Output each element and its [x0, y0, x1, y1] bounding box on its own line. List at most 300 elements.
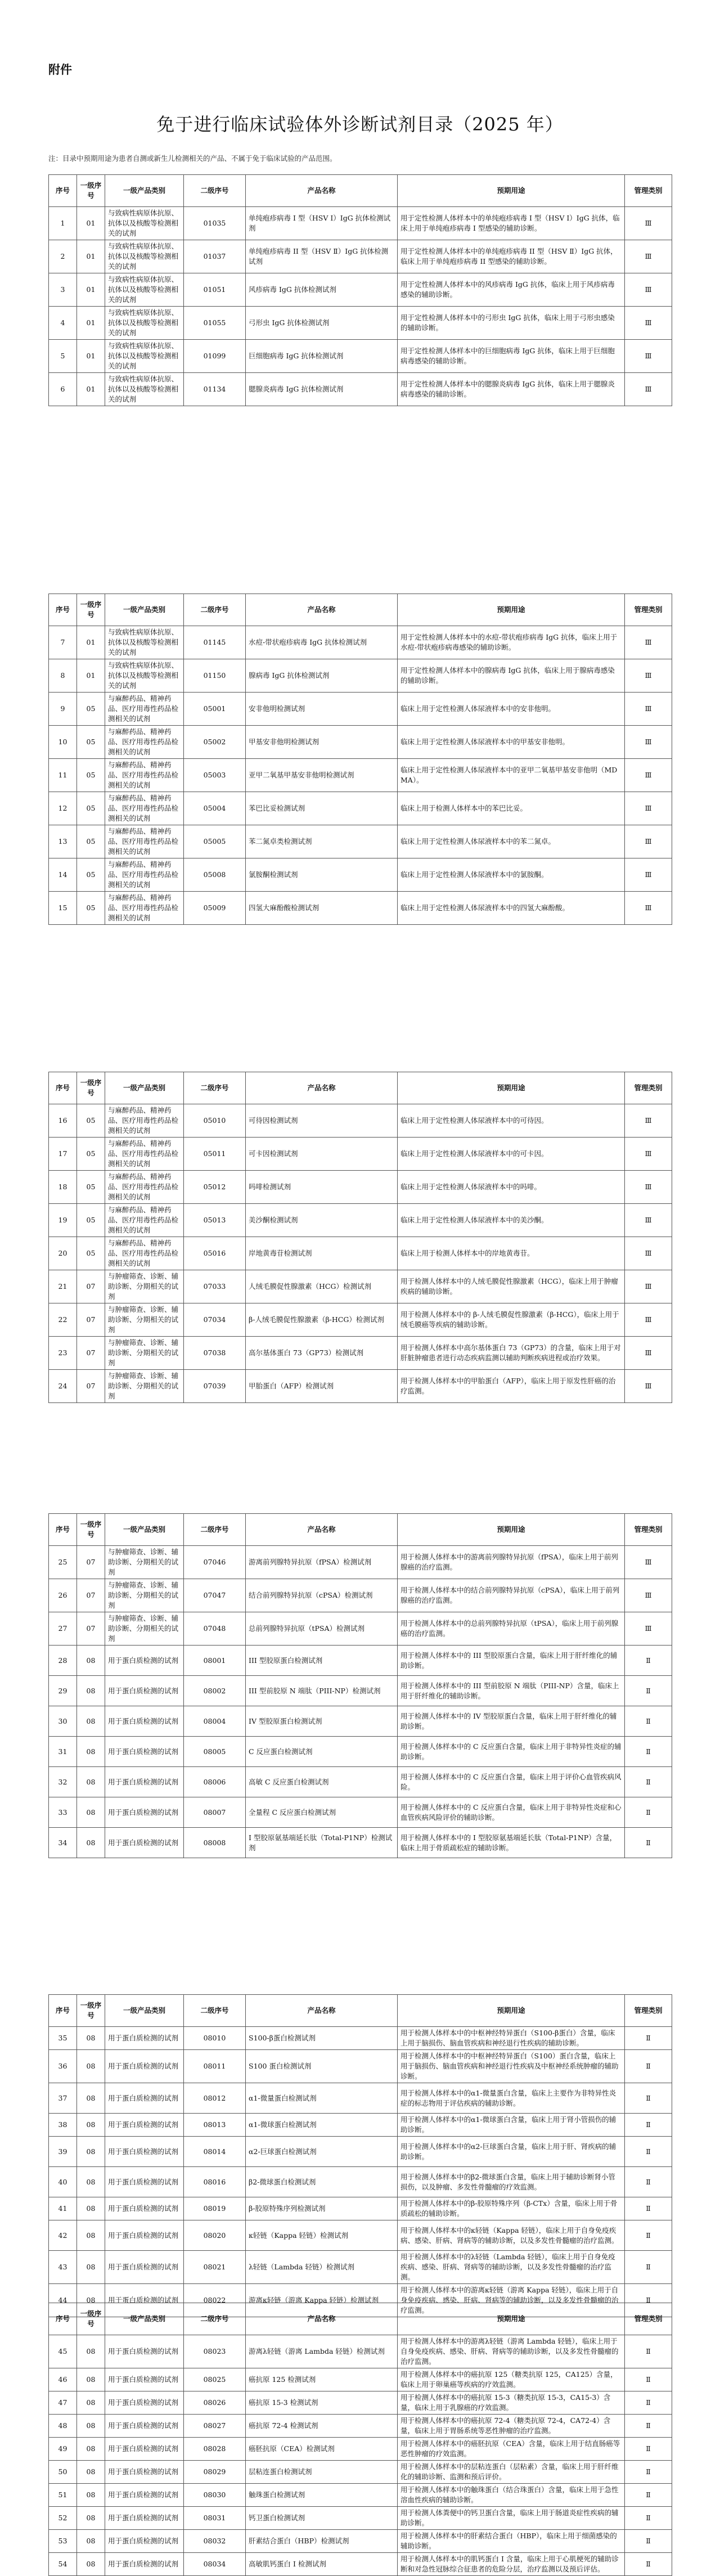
- cell-level1-seq: 08: [77, 1706, 105, 1737]
- column-header-class: 管理类别: [625, 2303, 672, 2335]
- cell-level1-category: 与麻醉药品、精神药品、医疗用毒性药品检测相关的试剂: [105, 1237, 184, 1270]
- cell-level1-seq: 08: [77, 1828, 105, 1858]
- table-header-row: [49, 1072, 672, 1104]
- table-row: [49, 858, 672, 892]
- cell-class: Ⅱ: [625, 2083, 672, 2114]
- cell-product-name: 水痘-带状疱疹病毒 IgG 抗体检测试剂: [246, 626, 398, 659]
- table-row: [49, 1646, 672, 1676]
- cell-level1-category: 与麻醉药品、精神药品、医疗用毒性药品检测相关的试剂: [105, 759, 184, 792]
- cell-seq: 54: [49, 2553, 77, 2576]
- cell-seq: 16: [49, 1104, 77, 1138]
- cell-class: Ⅱ: [625, 1797, 672, 1828]
- cell-level2-seq: 08030: [184, 2484, 246, 2507]
- cell-level1-category: 与肿瘤筛查、诊断、辅助诊断、分期相关的试剂: [105, 1546, 184, 1579]
- table-row: [49, 2415, 672, 2438]
- cell-product-name: 苯巴比妥检测试剂: [246, 792, 398, 825]
- cell-product-name: 人绒毛膜促性腺激素（HCG）检测试剂: [246, 1270, 398, 1303]
- cell-seq: 31: [49, 1737, 77, 1767]
- cell-seq: 11: [49, 759, 77, 792]
- cell-seq: 10: [49, 726, 77, 759]
- table-row: [49, 1138, 672, 1171]
- cell-intended-use: 用于检测人体样本中的游离前列腺特异抗原（fPSA），临床上用于前列腺癌的治疗监测。: [398, 1546, 625, 1579]
- cell-seq: 52: [49, 2507, 77, 2530]
- column-header-level1-category: 一级产品类别: [105, 1072, 184, 1104]
- cell-level1-seq: 08: [77, 2484, 105, 2507]
- cell-level2-seq: 01134: [184, 373, 246, 406]
- cell-level2-seq: 08005: [184, 1737, 246, 1767]
- cell-seq: 24: [49, 1370, 77, 1403]
- cell-class: Ⅲ: [625, 1204, 672, 1237]
- cell-level1-seq: 08: [77, 2197, 105, 2220]
- cell-level1-seq: 07: [77, 1612, 105, 1646]
- cell-level1-category: 与麻醉药品、精神药品、医疗用毒性药品检测相关的试剂: [105, 792, 184, 825]
- cell-level2-seq: 07047: [184, 1579, 246, 1612]
- cell-class: Ⅲ: [625, 1138, 672, 1171]
- cell-seq: 33: [49, 1797, 77, 1828]
- cell-level2-seq: 05001: [184, 693, 246, 726]
- cell-seq: 3: [49, 273, 77, 307]
- column-header-seq: 序号: [49, 175, 77, 207]
- cell-product-name: 氯胺酮检测试剂: [246, 858, 398, 892]
- cell-class: Ⅱ: [625, 2251, 672, 2284]
- table-row: [49, 373, 672, 406]
- cell-product-name: 风疹病毒 IgG 抗体检测试剂: [246, 273, 398, 307]
- table-row: [49, 1612, 672, 1646]
- column-header-class: 管理类别: [625, 1072, 672, 1104]
- cell-product-name: C 反应蛋白检测试剂: [246, 1737, 398, 1767]
- cell-level2-seq: 08006: [184, 1767, 246, 1797]
- column-header-level1-category: 一级产品类别: [105, 2303, 184, 2335]
- cell-level1-category: 与致病性病原体抗原、抗体以及核酸等检测相关的试剂: [105, 273, 184, 307]
- cell-intended-use: 临床上用于定性检测人体尿液样本中的氯胺酮。: [398, 858, 625, 892]
- cell-level1-category: 用于蛋白质检测的试剂: [105, 2484, 184, 2507]
- cell-intended-use: 用于检测人体样本中的α1-微量蛋白含量，临床上主要作为非特异性炎症的标志物用于评估疾病的辅助诊断。: [398, 2083, 625, 2114]
- column-header-level2-seq: 二级序号: [184, 175, 246, 207]
- cell-seq: 36: [49, 2050, 77, 2083]
- cell-level2-seq: 01145: [184, 626, 246, 659]
- cell-product-name: III 型胶原蛋白检测试剂: [246, 1646, 398, 1676]
- cell-product-name: β2-微球蛋白检测试剂: [246, 2167, 398, 2197]
- cell-class: Ⅲ: [625, 693, 672, 726]
- cell-product-name: 肝素结合蛋白（HBP）检测试剂: [246, 2530, 398, 2553]
- table-header-row: [49, 1514, 672, 1546]
- cell-level2-seq: 08023: [184, 2335, 246, 2368]
- cell-seq: 51: [49, 2484, 77, 2507]
- cell-level2-seq: 01150: [184, 659, 246, 693]
- cell-level1-category: 与致病性病原体抗原、抗体以及核酸等检测相关的试剂: [105, 307, 184, 340]
- table-header-row: [49, 175, 672, 207]
- catalog-table: [48, 1072, 672, 1403]
- cell-seq: 45: [49, 2335, 77, 2368]
- column-header-intended-use: 预期用途: [398, 175, 625, 207]
- cell-intended-use: 用于定性检测人体样本中的风疹病毒 IgG 抗体，临床上用于风疹病毒感染的辅助诊断。: [398, 273, 625, 307]
- cell-product-name: 甲胎蛋白（AFP）检测试剂: [246, 1370, 398, 1403]
- cell-level1-category: 与麻醉药品、精神药品、医疗用毒性药品检测相关的试剂: [105, 892, 184, 925]
- cell-level1-seq: 05: [77, 892, 105, 925]
- cell-level2-seq: 08007: [184, 1797, 246, 1828]
- cell-level1-category: 用于蛋白质检测的试剂: [105, 2415, 184, 2438]
- cell-intended-use: 用于检测人体样本中的β-胶原特殊序列（β-CTx）含量，临床上用于骨质疏松的辅助诊断。: [398, 2197, 625, 2220]
- cell-intended-use: 用于检测人体样本中的癌胚抗原（CEA）含量，临床上用于结直肠癌等恶性肿瘤的疗效监测。: [398, 2438, 625, 2461]
- table-row: [49, 892, 672, 925]
- cell-class: Ⅲ: [625, 1303, 672, 1337]
- cell-level1-seq: 08: [77, 2553, 105, 2576]
- cell-seq: 14: [49, 858, 77, 892]
- cell-product-name: 可卡因检测试剂: [246, 1138, 398, 1171]
- cell-level1-seq: 07: [77, 1337, 105, 1370]
- table-row: [49, 825, 672, 858]
- cell-level1-seq: 01: [77, 373, 105, 406]
- cell-intended-use: 用于检测人体样本中的游离κ轻链（游离 Kappa 轻链），临床上用于自身免疫疾病、感染、肝病、肾病等的辅助诊断，以及多发性骨髓瘤的治疗监测。: [398, 2284, 625, 2317]
- table-row: [49, 1767, 672, 1797]
- cell-level1-category: 与肿瘤筛查、诊断、辅助诊断、分期相关的试剂: [105, 1337, 184, 1370]
- cell-level1-seq: 05: [77, 726, 105, 759]
- cell-level1-category: 用于蛋白质检测的试剂: [105, 2335, 184, 2368]
- cell-intended-use: 用于检测人体样本中的α2-巨球蛋白含量，临床上用于肝、肾疾病的辅助诊断。: [398, 2137, 625, 2167]
- cell-intended-use: 用于检测人体样本中的层粘连蛋白（层粘素）含量，临床上用于肝纤维化的辅助诊断、监测和预后评价。: [398, 2461, 625, 2484]
- cell-level2-seq: 05005: [184, 825, 246, 858]
- cell-class: Ⅲ: [625, 1337, 672, 1370]
- table-row: [49, 2083, 672, 2114]
- cell-level1-seq: 01: [77, 626, 105, 659]
- table-row: [49, 307, 672, 340]
- table-row: [49, 1546, 672, 1579]
- cell-class: Ⅲ: [625, 1270, 672, 1303]
- cell-product-name: 安非他明检测试剂: [246, 693, 398, 726]
- cell-level2-seq: 08008: [184, 1828, 246, 1858]
- cell-level1-seq: 08: [77, 2050, 105, 2083]
- cell-seq: 2: [49, 240, 77, 273]
- cell-class: Ⅱ: [625, 2050, 672, 2083]
- cell-level2-seq: 08031: [184, 2507, 246, 2530]
- cell-class: Ⅲ: [625, 792, 672, 825]
- cell-level1-seq: 05: [77, 1171, 105, 1204]
- cell-class: Ⅱ: [625, 2484, 672, 2507]
- cell-intended-use: 临床上用于定性检测人体尿液样本中的亚甲二氧基甲基安非他明（MDMA）。: [398, 759, 625, 792]
- cell-product-name: IV 型胶原蛋白检测试剂: [246, 1706, 398, 1737]
- cell-level1-seq: 05: [77, 1204, 105, 1237]
- column-header-level2-seq: 二级序号: [184, 2303, 246, 2335]
- cell-seq: 7: [49, 626, 77, 659]
- cell-class: Ⅱ: [625, 2137, 672, 2167]
- cell-level2-seq: 08014: [184, 2137, 246, 2167]
- column-header-level1-category: 一级产品类别: [105, 594, 184, 626]
- cell-level1-seq: 05: [77, 825, 105, 858]
- column-header-level1-category: 一级产品类别: [105, 1995, 184, 2027]
- cell-product-name: 甲基安非他明检测试剂: [246, 726, 398, 759]
- cell-level1-category: 用于蛋白质检测的试剂: [105, 2114, 184, 2137]
- cell-intended-use: 用于检测人体样本中的β2-微球蛋白含量，临床上用于辅助诊断肾小管损伤，以及肿瘤、多发性骨髓瘤的疗效监测。: [398, 2167, 625, 2197]
- cell-product-name: 触珠蛋白检测试剂: [246, 2484, 398, 2507]
- cell-intended-use: 临床上用于定性检测人体尿液样本中的可卡因。: [398, 1138, 625, 1171]
- table-row: [49, 2251, 672, 2284]
- cell-level1-seq: 08: [77, 1646, 105, 1676]
- cell-product-name: 高敏 C 反应蛋白检测试剂: [246, 1767, 398, 1797]
- table-row: [49, 2335, 672, 2368]
- cell-level1-category: 与麻醉药品、精神药品、医疗用毒性药品检测相关的试剂: [105, 858, 184, 892]
- cell-intended-use: 临床上用于定性检测人体尿液样本中的美沙酮。: [398, 1204, 625, 1237]
- cell-intended-use: 用于检测人体样本中的 III 型胶原蛋白含量，临床上用于肝纤维化的辅助诊断。: [398, 1646, 625, 1676]
- cell-level2-seq: 07034: [184, 1303, 246, 1337]
- cell-intended-use: 用于检测人体样本中的λ轻链（Lambda 轻链），临床上用于自身免疫疾病、感染、肝病、肾病等的辅助诊断，以及多发性骨髓瘤的治疗监测。: [398, 2251, 625, 2284]
- cell-level1-category: 与肿瘤筛查、诊断、辅助诊断、分期相关的试剂: [105, 1270, 184, 1303]
- table-row: [49, 1237, 672, 1270]
- cell-class: Ⅱ: [625, 2461, 672, 2484]
- cell-intended-use: 临床上用于定性检测人体尿液样本中的可待因。: [398, 1104, 625, 1138]
- cell-level1-seq: 08: [77, 2167, 105, 2197]
- table-row: [49, 2197, 672, 2220]
- table-row: [49, 2167, 672, 2197]
- cell-level1-seq: 01: [77, 207, 105, 240]
- cell-level2-seq: 08021: [184, 2251, 246, 2284]
- cell-level1-seq: 05: [77, 792, 105, 825]
- cell-product-name: 亚甲二氧基甲基安非他明检测试剂: [246, 759, 398, 792]
- cell-level1-category: 与麻醉药品、精神药品、医疗用毒性药品检测相关的试剂: [105, 726, 184, 759]
- cell-intended-use: 用于检测人体样本中的κ轻链（Kappa 轻链），临床上用于自身免疫疾病、感染、肝病、肾病等的辅助诊断，以及多发性骨髓瘤的治疗监测。: [398, 2220, 625, 2251]
- cell-class: Ⅲ: [625, 1612, 672, 1646]
- cell-class: Ⅱ: [625, 1706, 672, 1737]
- cell-level1-seq: 08: [77, 2114, 105, 2137]
- cell-intended-use: 用于检测人体样本中的癌抗原 125（糖类抗原 125，CA125）含量，临床上用于卵巢癌等疾病的疗效监测。: [398, 2368, 625, 2391]
- table-row: [49, 2220, 672, 2251]
- cell-intended-use: 临床上用于检测人体样本中的岸地黄毒苷。: [398, 1237, 625, 1270]
- table-row: [49, 659, 672, 693]
- cell-level2-seq: 05011: [184, 1138, 246, 1171]
- cell-intended-use: 临床上用于定性检测人体尿液样本中的吗啡。: [398, 1171, 625, 1204]
- cell-level1-category: 与麻醉药品、精神药品、医疗用毒性药品检测相关的试剂: [105, 693, 184, 726]
- column-header-level1-seq: 一级序号: [77, 1514, 105, 1546]
- cell-intended-use: 用于检测人体样本中的游离λ轻链（游离 Lambda 轻链），临床上用于自身免疫疾病、感染、肝病、肾病等的辅助诊断，以及多发性骨髓瘤的治疗监测。: [398, 2335, 625, 2368]
- table-row: [49, 2438, 672, 2461]
- cell-class: Ⅲ: [625, 726, 672, 759]
- column-header-product-name: 产品名称: [246, 594, 398, 626]
- cell-product-name: α2-巨球蛋白检测试剂: [246, 2137, 398, 2167]
- table-row: [49, 340, 672, 373]
- cell-class: Ⅱ: [625, 2438, 672, 2461]
- cell-level1-category: 用于蛋白质检测的试剂: [105, 1646, 184, 1676]
- cell-level2-seq: 05010: [184, 1104, 246, 1138]
- cell-level2-seq: 05008: [184, 858, 246, 892]
- cell-level2-seq: 08020: [184, 2220, 246, 2251]
- cell-level1-seq: 07: [77, 1546, 105, 1579]
- cell-level1-category: 与麻醉药品、精神药品、医疗用毒性药品检测相关的试剂: [105, 1171, 184, 1204]
- cell-intended-use: 用于检测人体样本中的 C 反应蛋白含量，临床上用于评价心血管疾病风险。: [398, 1767, 625, 1797]
- column-header-intended-use: 预期用途: [398, 1514, 625, 1546]
- cell-level2-seq: 08022: [184, 2284, 246, 2317]
- column-header-class: 管理类别: [625, 1514, 672, 1546]
- table-row: [49, 626, 672, 659]
- cell-intended-use: 用于定性检测人体样本中的巨细胞病毒 IgG 抗体，临床上用于巨细胞病毒感染的辅助诊断。: [398, 340, 625, 373]
- cell-level1-category: 与麻醉药品、精神药品、医疗用毒性药品检测相关的试剂: [105, 1104, 184, 1138]
- cell-class: Ⅲ: [625, 273, 672, 307]
- cell-product-name: 结合前列腺特异抗原（cPSA）检测试剂: [246, 1579, 398, 1612]
- table-row: [49, 1737, 672, 1767]
- table-row: [49, 2530, 672, 2553]
- column-header-level2-seq: 二级序号: [184, 594, 246, 626]
- cell-level1-category: 用于蛋白质检测的试剂: [105, 1767, 184, 1797]
- cell-level2-seq: 08019: [184, 2197, 246, 2220]
- cell-level1-seq: 08: [77, 2415, 105, 2438]
- cell-level1-seq: 08: [77, 2335, 105, 2368]
- cell-level1-seq: 01: [77, 240, 105, 273]
- cell-product-name: 美沙酮检测试剂: [246, 1204, 398, 1237]
- table-row: [49, 2553, 672, 2576]
- cell-seq: 32: [49, 1767, 77, 1797]
- cell-product-name: S100 蛋白检测试剂: [246, 2050, 398, 2083]
- column-header-seq: 序号: [49, 2303, 77, 2335]
- cell-seq: 46: [49, 2368, 77, 2391]
- cell-intended-use: 临床上用于定性检测人体尿液样本中的四氢大麻酚酸。: [398, 892, 625, 925]
- cell-seq: 19: [49, 1204, 77, 1237]
- cell-level2-seq: 05016: [184, 1237, 246, 1270]
- cell-product-name: α1-微球蛋白检测试剂: [246, 2114, 398, 2137]
- column-header-seq: 序号: [49, 594, 77, 626]
- cell-intended-use: 用于检测人体样本中的总前列腺特异抗原（tPSA），临床上用于前列腺癌的治疗监测。: [398, 1612, 625, 1646]
- cell-class: Ⅲ: [625, 340, 672, 373]
- table-row: [49, 2114, 672, 2137]
- table-row: [49, 2391, 672, 2415]
- column-header-level1-category: 一级产品类别: [105, 175, 184, 207]
- cell-intended-use: 用于检测人体样本中的肝素结合蛋白（HBP），临床上用于细菌感染的辅助诊断。: [398, 2530, 625, 2553]
- table-row: [49, 759, 672, 792]
- cell-level1-category: 与肿瘤筛查、诊断、辅助诊断、分期相关的试剂: [105, 1612, 184, 1646]
- cell-level1-category: 与致病性病原体抗原、抗体以及核酸等检测相关的试剂: [105, 340, 184, 373]
- cell-level1-seq: 01: [77, 659, 105, 693]
- cell-level1-category: 用于蛋白质检测的试剂: [105, 1828, 184, 1858]
- column-header-intended-use: 预期用途: [398, 1995, 625, 2027]
- cell-seq: 50: [49, 2461, 77, 2484]
- cell-intended-use: 临床上用于定性检测人体尿液样本中的安非他明。: [398, 693, 625, 726]
- column-header-intended-use: 预期用途: [398, 594, 625, 626]
- column-header-level2-seq: 二级序号: [184, 1995, 246, 2027]
- cell-level1-seq: 07: [77, 1370, 105, 1403]
- cell-level1-category: 用于蛋白质检测的试剂: [105, 1797, 184, 1828]
- cell-level1-seq: 07: [77, 1270, 105, 1303]
- cell-intended-use: 用于检测人体样本中的甲胎蛋白（AFP），临床上用于原发性肝癌的治疗监测。: [398, 1370, 625, 1403]
- cell-level1-category: 用于蛋白质检测的试剂: [105, 2137, 184, 2167]
- cell-class: Ⅲ: [625, 892, 672, 925]
- cell-class: Ⅲ: [625, 858, 672, 892]
- column-header-level2-seq: 二级序号: [184, 1514, 246, 1546]
- table-row: [49, 2507, 672, 2530]
- cell-seq: 40: [49, 2167, 77, 2197]
- cell-product-name: 四氢大麻酚酸检测试剂: [246, 892, 398, 925]
- cell-class: Ⅲ: [625, 207, 672, 240]
- cell-level2-seq: 01035: [184, 207, 246, 240]
- table-row: [49, 792, 672, 825]
- cell-class: Ⅲ: [625, 1237, 672, 1270]
- cell-intended-use: 用于检测人体样本中的 I 型胶原氨基端延长肽（Total-P1NP）含量，临床上用于骨质疏松症的辅助诊断。: [398, 1828, 625, 1858]
- column-header-level1-seq: 一级序号: [77, 175, 105, 207]
- cell-level1-seq: 08: [77, 1676, 105, 1706]
- cell-class: Ⅲ: [625, 1370, 672, 1403]
- table-row: [49, 726, 672, 759]
- cell-level2-seq: 08012: [184, 2083, 246, 2114]
- cell-intended-use: 用于检测人体样本中的 C 反应蛋白含量，临床上用于非特异性炎症和心血管疾病风险评价的辅助诊断。: [398, 1797, 625, 1828]
- cell-class: Ⅱ: [625, 2415, 672, 2438]
- cell-product-name: 游离κ轻链（游离 Kappa 轻链）检测试剂: [246, 2284, 398, 2317]
- column-header-class: 管理类别: [625, 1995, 672, 2027]
- catalog-table: [48, 594, 672, 925]
- cell-level2-seq: 05012: [184, 1171, 246, 1204]
- cell-seq: 43: [49, 2251, 77, 2284]
- cell-class: Ⅱ: [625, 2197, 672, 2220]
- column-header-level1-seq: 一级序号: [77, 594, 105, 626]
- cell-level1-seq: 05: [77, 693, 105, 726]
- cell-level1-seq: 05: [77, 759, 105, 792]
- cell-level1-category: 用于蛋白质检测的试剂: [105, 1676, 184, 1706]
- cell-product-name: 癌抗原 125 检测试剂: [246, 2368, 398, 2391]
- cell-level1-category: 用于蛋白质检测的试剂: [105, 2220, 184, 2251]
- cell-level2-seq: 08032: [184, 2530, 246, 2553]
- cell-intended-use: 临床上用于定性检测人体尿液样本中的甲基安非他明。: [398, 726, 625, 759]
- column-header-product-name: 产品名称: [246, 1072, 398, 1104]
- cell-product-name: 腮腺炎病毒 IgG 抗体检测试剂: [246, 373, 398, 406]
- cell-level1-category: 用于蛋白质检测的试剂: [105, 2507, 184, 2530]
- cell-level1-seq: 05: [77, 1138, 105, 1171]
- cell-seq: 20: [49, 1237, 77, 1270]
- cell-seq: 15: [49, 892, 77, 925]
- table-row: [49, 1676, 672, 1706]
- table-row: [49, 2368, 672, 2391]
- cell-seq: 9: [49, 693, 77, 726]
- cell-intended-use: 用于定性检测人体样本中的水痘-带状疱疹病毒 IgG 抗体，临床上用于水痘-带状疱疹病毒感染的辅助诊断。: [398, 626, 625, 659]
- table-row: [49, 1797, 672, 1828]
- cell-seq: 21: [49, 1270, 77, 1303]
- cell-intended-use: 临床上用于定性检测人体尿液样本中的苯二氮卓。: [398, 825, 625, 858]
- cell-class: Ⅱ: [625, 2167, 672, 2197]
- table-row: [49, 1204, 672, 1237]
- cell-level2-seq: 08027: [184, 2415, 246, 2438]
- cell-product-name: 高尔基体蛋白 73（GP73）检测试剂: [246, 1337, 398, 1370]
- cell-level2-seq: 07039: [184, 1370, 246, 1403]
- cell-level1-category: 与肿瘤筛查、诊断、辅助诊断、分期相关的试剂: [105, 1303, 184, 1337]
- cell-level2-seq: 08034: [184, 2553, 246, 2576]
- column-header-class: 管理类别: [625, 594, 672, 626]
- cell-seq: 29: [49, 1676, 77, 1706]
- cell-class: Ⅱ: [625, 1676, 672, 1706]
- cell-intended-use: 用于检测人体粪便中的钙卫蛋白含量，临床上用于肠道炎症性疾病的辅助诊断。: [398, 2507, 625, 2530]
- cell-level1-category: 用于蛋白质检测的试剂: [105, 2197, 184, 2220]
- cell-product-name: λ轻链（Lambda 轻链）检测试剂: [246, 2251, 398, 2284]
- cell-class: Ⅱ: [625, 2220, 672, 2251]
- cell-product-name: 癌抗原 72-4 检测试剂: [246, 2415, 398, 2438]
- cell-seq: 12: [49, 792, 77, 825]
- cell-level1-seq: 08: [77, 1767, 105, 1797]
- cell-level1-category: 用于蛋白质检测的试剂: [105, 2167, 184, 2197]
- cell-level1-category: 用于蛋白质检测的试剂: [105, 2027, 184, 2050]
- column-header-product-name: 产品名称: [246, 1514, 398, 1546]
- cell-seq: 1: [49, 207, 77, 240]
- cell-seq: 22: [49, 1303, 77, 1337]
- table-row: [49, 2050, 672, 2083]
- table-row: [49, 1171, 672, 1204]
- column-header-level1-seq: 一级序号: [77, 1995, 105, 2027]
- cell-intended-use: 用于检测人体样本中的 β-人绒毛膜促性腺激素（β-HCG），临床上用于绒毛膜癌等疾病的辅助诊断。: [398, 1303, 625, 1337]
- cell-level1-seq: 08: [77, 2438, 105, 2461]
- cell-level1-category: 与麻醉药品、精神药品、医疗用毒性药品检测相关的试剂: [105, 825, 184, 858]
- cell-level2-seq: 08004: [184, 1706, 246, 1737]
- cell-seq: 53: [49, 2530, 77, 2553]
- catalog-table: [48, 2303, 672, 2576]
- cell-seq: 27: [49, 1612, 77, 1646]
- cell-class: Ⅱ: [625, 2553, 672, 2576]
- cell-level2-seq: 07046: [184, 1546, 246, 1579]
- cell-level2-seq: 08010: [184, 2027, 246, 2050]
- table-row: [49, 273, 672, 307]
- cell-intended-use: 用于检测人体样本中的中枢神经特异蛋白（S100）蛋白含量，临床上用于脑损伤、脑血管疾病和神经退行性疾病及中枢神经系统肿瘤的辅助诊断。: [398, 2050, 625, 2083]
- cell-seq: 44: [49, 2284, 77, 2317]
